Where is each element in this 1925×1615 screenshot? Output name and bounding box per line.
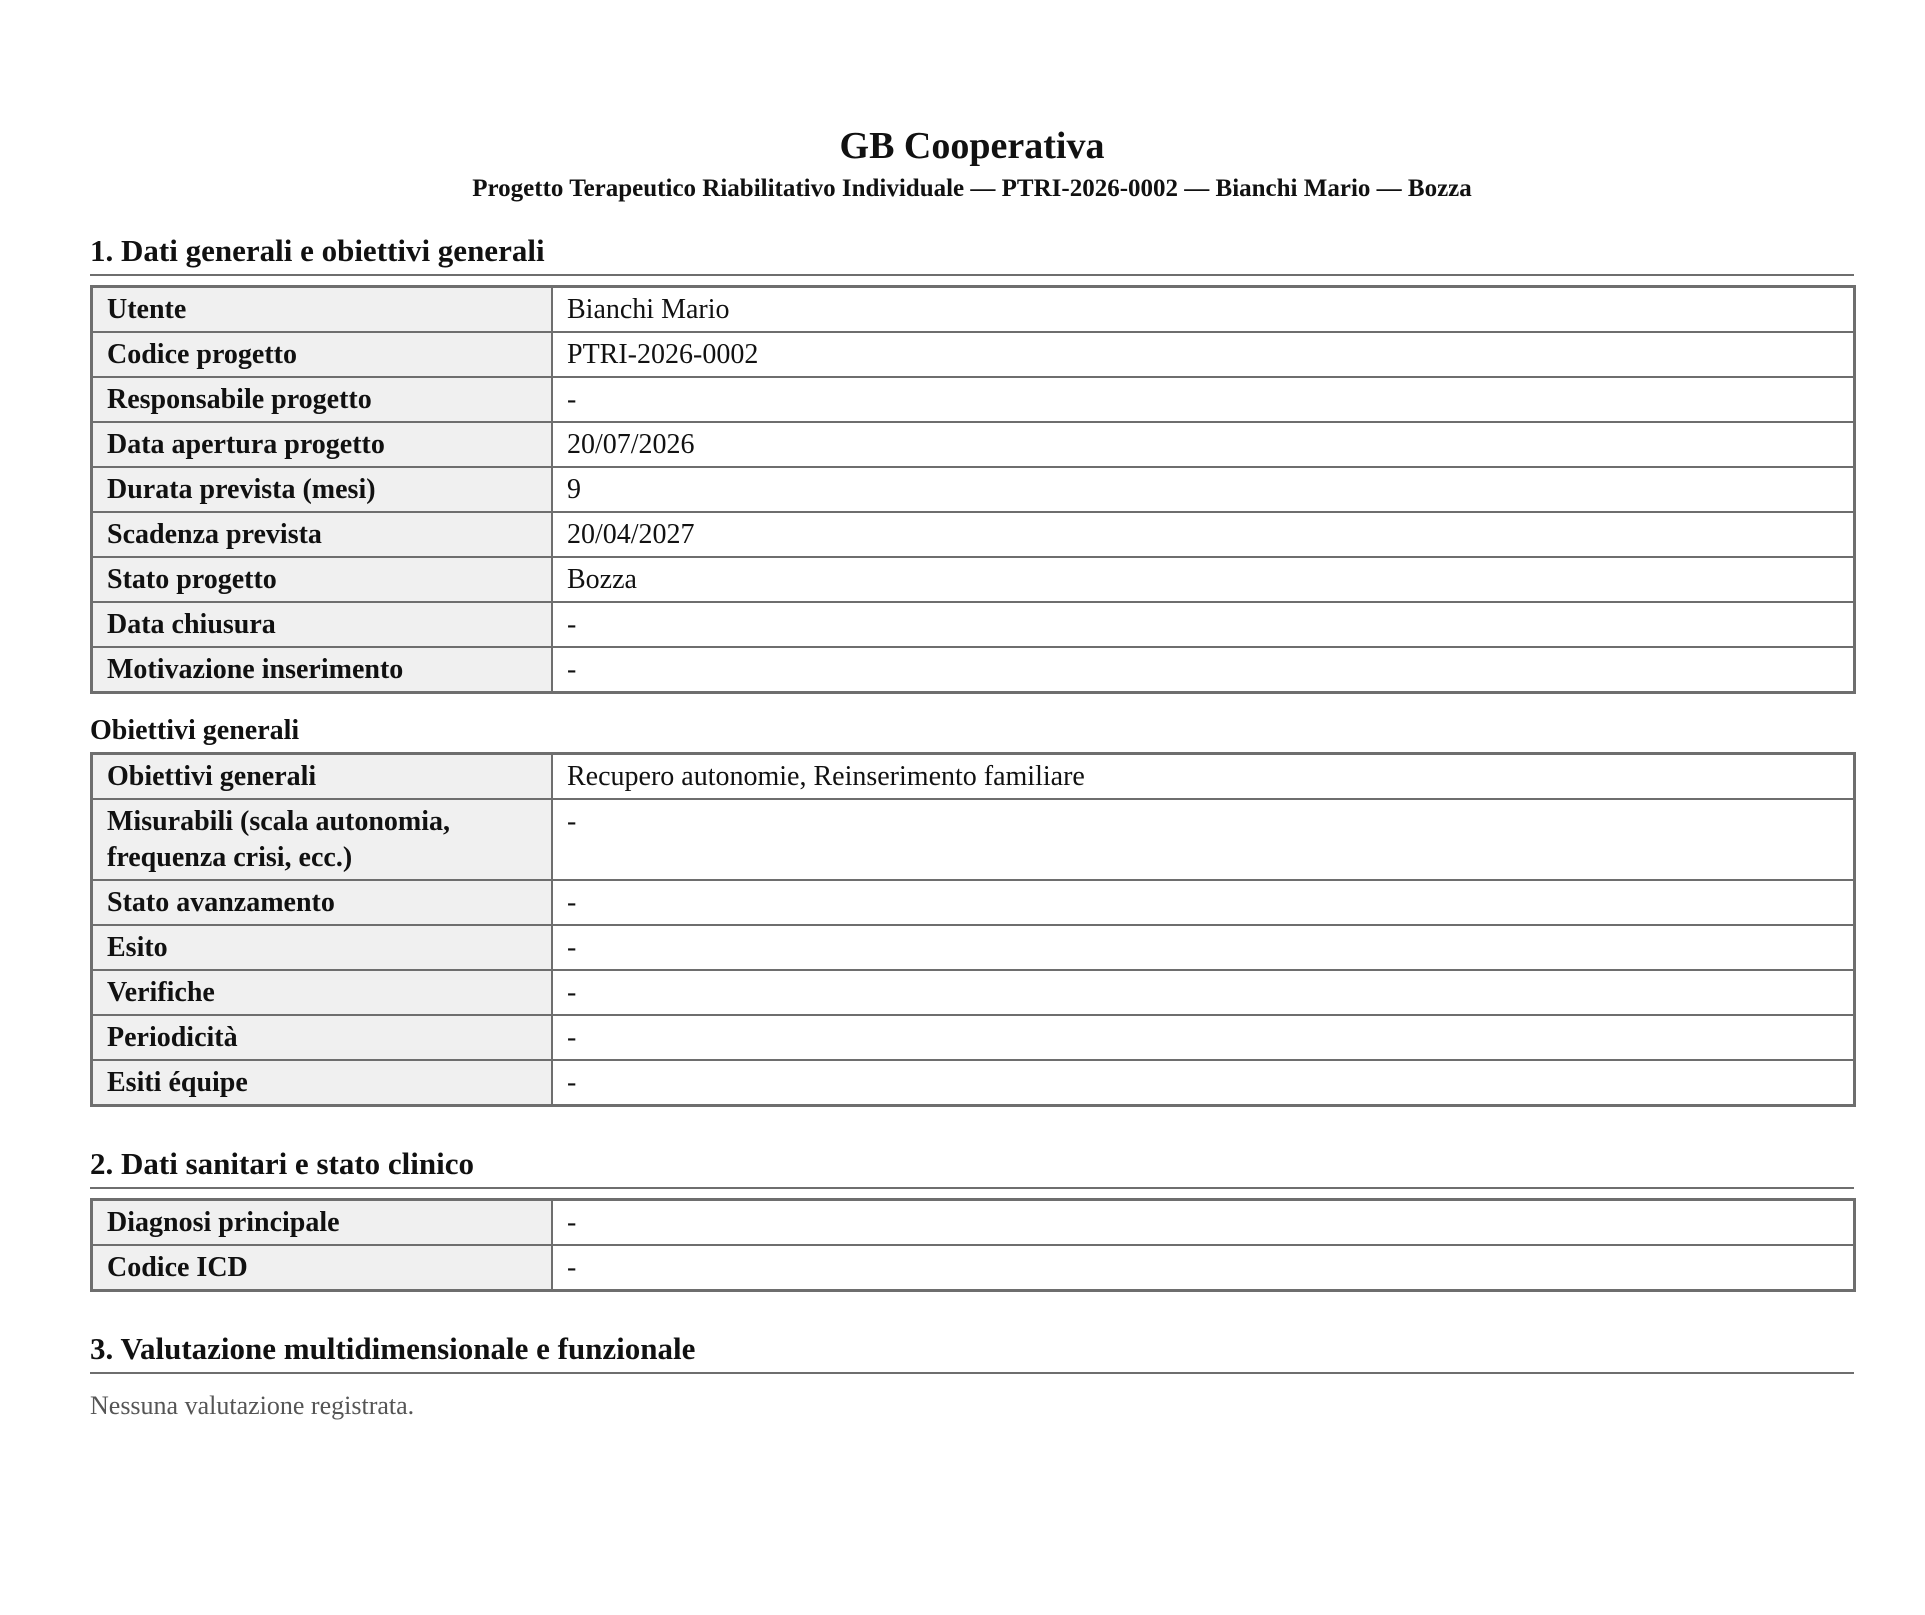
table-row: [92, 602, 1855, 647]
table-row: [92, 467, 1855, 512]
field-value: Recupero autonomie, Reinserimento familiare: [552, 754, 1855, 800]
organization-name: GB Cooperativa: [839, 125, 1105, 167]
field-value: 20/04/2027: [552, 512, 1855, 557]
field-value: 9: [552, 467, 1855, 512]
field-value: -: [552, 1060, 1855, 1106]
field-value: -: [552, 647, 1855, 693]
field-value: PTRI-2026-0002: [552, 332, 1855, 377]
field-label: Data apertura progetto: [92, 422, 553, 467]
table-row: [92, 799, 1855, 880]
field-label: Obiettivi generali: [92, 754, 553, 800]
section-3-title: 3. Valutazione multidimensionale e funzionale: [90, 1330, 1854, 1374]
table-row: [92, 512, 1855, 557]
objectives-subtitle: Obiettivi generali: [90, 715, 300, 746]
table-row: [92, 332, 1855, 377]
table-row: [92, 287, 1855, 333]
field-label: Motivazione inserimento: [92, 647, 553, 693]
field-label: Stato avanzamento: [92, 880, 553, 925]
field-label: Periodicità: [92, 1015, 553, 1060]
field-value: Bozza: [552, 557, 1855, 602]
document-subtitle: Progetto Terapeutico Riabilitativo Individuale — PTRI-2026-0002 — Bianchi Mario — Bozza: [472, 175, 1472, 202]
field-value: -: [552, 1245, 1855, 1291]
general-data-table: [90, 285, 1856, 694]
field-label: Data chiusura: [92, 602, 553, 647]
table-row: [92, 647, 1855, 693]
table-row: [92, 1200, 1855, 1246]
field-label: Diagnosi principale: [92, 1200, 553, 1246]
field-value: -: [552, 799, 1855, 880]
field-label: Scadenza prevista: [92, 512, 553, 557]
section-1-title: 1. Dati generali e obiettivi generali: [90, 232, 1854, 276]
table-row: [92, 377, 1855, 422]
field-value: -: [552, 1200, 1855, 1246]
empty-evaluation-note: Nessuna valutazione registrata.: [90, 1391, 415, 1420]
field-value: -: [552, 970, 1855, 1015]
field-value: -: [552, 880, 1855, 925]
field-label: Verifiche: [92, 970, 553, 1015]
field-value: -: [552, 925, 1855, 970]
objectives-table: [90, 752, 1856, 1107]
document-header: [90, 124, 1854, 204]
field-label: Durata prevista (mesi): [92, 467, 553, 512]
table-row: [92, 557, 1855, 602]
table-row: [92, 422, 1855, 467]
table-row: [92, 1245, 1855, 1291]
field-label: Misurabili (scala autonomia, frequenza crisi, ecc.): [92, 799, 553, 880]
section-2-title: 2. Dati sanitari e stato clinico: [90, 1145, 1854, 1189]
field-value: -: [552, 602, 1855, 647]
field-value: 20/07/2026: [552, 422, 1855, 467]
field-label: Utente: [92, 287, 553, 333]
table-row: [92, 754, 1855, 800]
field-value: Bianchi Mario: [552, 287, 1855, 333]
field-value: -: [552, 377, 1855, 422]
table-row: [92, 1060, 1855, 1106]
table-row: [92, 1015, 1855, 1060]
field-label: Esiti équipe: [92, 1060, 553, 1106]
field-label: Responsabile progetto: [92, 377, 553, 422]
field-label: Esito: [92, 925, 553, 970]
field-label: Codice progetto: [92, 332, 553, 377]
table-row: [92, 925, 1855, 970]
table-row: [92, 970, 1855, 1015]
field-label: Stato progetto: [92, 557, 553, 602]
field-label: Codice ICD: [92, 1245, 553, 1291]
field-value: -: [552, 1015, 1855, 1060]
clinical-data-table: [90, 1198, 1856, 1292]
table-row: [92, 880, 1855, 925]
